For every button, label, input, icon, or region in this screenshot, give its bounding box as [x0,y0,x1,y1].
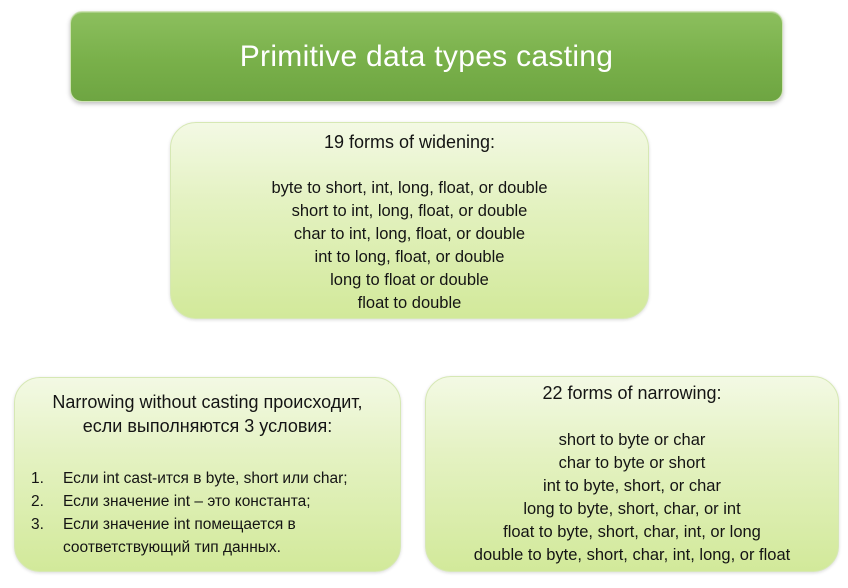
narrowing-line: long to byte, short, char, or int [523,500,741,518]
narrowing-conditions-heading [15,390,400,438]
condition-number: 2. [31,493,44,510]
condition-text: Если значение int – это константа; [63,493,311,510]
widening-line: int to long, float, or double [314,248,505,266]
narrowing-card [425,376,839,572]
widening-line: byte to short, int, long, float, or double [271,179,548,197]
condition-item [29,467,399,490]
condition-text: Если значение int помещается в соответствующий тип данных. [63,516,296,556]
narrowing-heading: 22 forms of narrowing: [542,383,722,403]
widening-line: char to int, long, float, or double [293,225,526,243]
narrowing-conditions-card [14,377,401,572]
narrowing-conditions-heading-line: Narrowing without casting происходит, [52,392,363,412]
narrowing-line: short to byte or char [558,431,706,449]
widening-line: long to float or double [330,271,489,289]
narrowing-line: float to byte, short, char, int, or long [503,523,761,541]
condition-text: Если int cast-ится в byte, short или char; [63,470,348,487]
widening-heading: 19 forms of widening: [323,132,496,152]
narrowing-list [426,429,838,567]
narrowing-line: char to byte or short [558,454,706,472]
title-bar [70,11,783,102]
condition-item [29,513,399,559]
widening-line: short to int, long, float, or double [291,202,528,220]
narrowing-line: int to byte, short, or char [543,477,721,495]
condition-number: 1. [31,470,44,487]
slide-title: Primitive data types casting [239,39,614,73]
widening-card [170,122,649,319]
narrowing-conditions-heading-line: если выполняются 3 условия: [82,416,333,436]
condition-number: 3. [31,516,44,533]
widening-line: float to double [357,294,462,312]
narrowing-conditions-list [29,467,399,559]
condition-item [29,490,399,513]
narrowing-line: double to byte, short, char, int, long, or float [473,546,791,564]
widening-list [171,177,648,315]
